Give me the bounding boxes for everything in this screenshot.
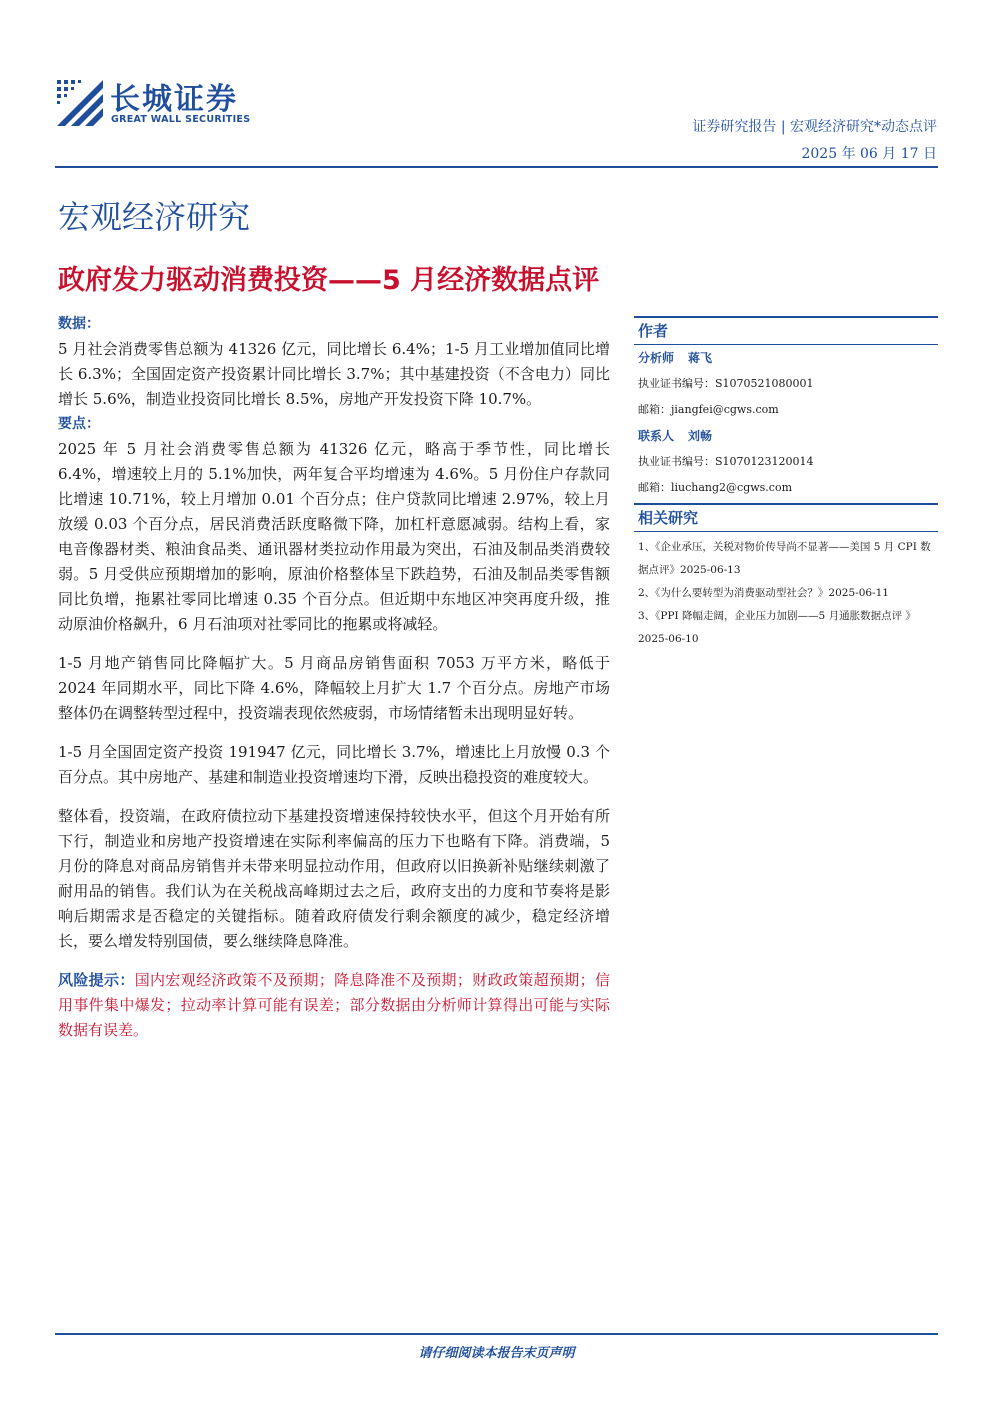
analyst-cert: 执业证书编号：S1070521080001 xyxy=(638,377,814,390)
main-content xyxy=(58,312,610,1043)
logo-en-text: GREAT WALL SECURITIES xyxy=(111,114,251,125)
footer-divider xyxy=(55,1333,938,1335)
analyst-name: 蒋飞 xyxy=(688,351,713,365)
logo-cn-text: 长城证券 xyxy=(110,82,238,117)
contact-email: 邮箱：liuchang2@cgws.com xyxy=(638,481,793,494)
related-item[interactable]: 1、《企业承压，关税对物价传导尚不显著——美国 5 月 CPI 数据点评》2025-06-13 xyxy=(638,541,931,576)
summary-paragraph: 整体看，投资端，在政府债拉动下基建投资增速保持较快水平，但这个月开始有所下行，制造业和房地产投资增速在实际利率偏高的压力下也略有下降。消费端，5 月份的降息对商品房销售并未带来明显拉动作用，但政府以旧换新补贴继续刺激了耐用品的销售。我们认为在关税战高峰期过去之后，政府支出的力度和节奏将是影响后期需求是否稳定的关键指标。随着政府债发行剩余额度的减少，稳定经济增长，要么增发特别国债，要么继续降息降准。 xyxy=(58,807,610,950)
risk-text: 国内宏观经济政策不及预期；降息降准不及预期；财政政策超预期；信用事件集中爆发；拉动率计算可能有误差；部分数据由分析师计算得出可能与实际数据有误差。 xyxy=(58,971,610,1039)
report-type: 证券研究报告 | 宏观经济研究*动态点评 xyxy=(692,119,937,135)
great-wall-logo-icon xyxy=(55,78,105,128)
company-logo xyxy=(55,78,275,128)
report-title: 政府发力驱动消费投资——5 月经济数据点评 xyxy=(58,265,600,296)
related-list xyxy=(634,532,938,651)
points-heading: 要点： xyxy=(58,416,100,432)
contact-cert: 执业证书编号：S1070123120014 xyxy=(638,455,814,468)
data-paragraph: 5 月社会消费零售总额为 41326 亿元，同比增长 6.4%；1-5 月工业增加值同比增长 6.3%；全国固定资产投资累计同比增长 3.7%；其中基建投资（不含电力）同比增长 5.6%，制造业投资同比增长 8.5%，房地产开发投资下降 10.7%。 xyxy=(58,340,610,408)
data-heading: 数据： xyxy=(58,316,100,332)
sidebar xyxy=(634,316,938,651)
analyst-role: 分析师 xyxy=(638,351,675,365)
section-title: 宏观经济研究 xyxy=(58,198,251,236)
consumption-paragraph: 2025 年 5 月社会消费零售总额为 41326 亿元，略高于季节性，同比增长 6.4%，增速较上月的 5.1%加快，两年复合平均增速为 4.6%。5 月份住户存款同比增速 10.71%，较上月增加 0.01 个百分点；住户贷款同比增速 2.97%，较上月放缓 0.03 个百分点，居民消费活跃度略微下降，加杠杆意愿减弱。结构上看，家电音像器材类、粮油食品类、通讯器材类拉动作用最为突出，石油及制品类消费较弱。5 月受供应预期增加的影响，原油价格整体呈下跌趋势，石油及制品类零售额同比负增，拖累社零同比增速 0.35 个百分点。但近期中东地区冲突再度升级，推动原油价格飙升，6 月石油项对社零同比的拖累或将减轻。 xyxy=(58,440,610,633)
contact-role: 联系人 xyxy=(638,429,675,443)
contact-name: 刘畅 xyxy=(688,429,713,443)
real-estate-paragraph: 1-5 月地产销售同比降幅扩大。5 月商品房销售面积 7053 万平方米，略低于 2024 年同期水平，同比下降 4.6%，降幅较上月扩大 1.7 个百分点。房地产市场整体仍在调整转型过程中，投资端表现依然疲弱，市场情绪暂未出现明显好转。 xyxy=(58,654,610,722)
related-heading: 相关研究 xyxy=(634,503,938,532)
related-item[interactable]: 2、《为什么要转型为消费驱动型社会？》2025-06-11 xyxy=(638,587,889,599)
risk-warning xyxy=(58,968,610,1043)
investment-paragraph: 1-5 月全国固定资产投资 191947 亿元，同比增长 3.7%，增速比上月放慢 0.3 个百分点。其中房地产、基建和制造业投资增速均下滑，反映出稳投资的难度较大。 xyxy=(58,743,610,786)
header-divider xyxy=(55,166,938,168)
authors-heading: 作者 xyxy=(634,316,938,345)
contact-row xyxy=(634,423,938,449)
report-date: 2025 年 06 月 17 日 xyxy=(801,146,937,162)
analyst-row xyxy=(634,345,938,371)
risk-label: 风险提示： xyxy=(58,971,135,989)
analyst-email: 邮箱：jiangfei@cgws.com xyxy=(638,403,779,416)
footer-disclaimer-note: 请仔细阅读本报告末页声明 xyxy=(418,1346,575,1361)
related-item[interactable]: 3、《PPI 降幅走阔，企业压力加剧——5 月通胀数据点评 》 2025-06-10 xyxy=(638,610,916,645)
